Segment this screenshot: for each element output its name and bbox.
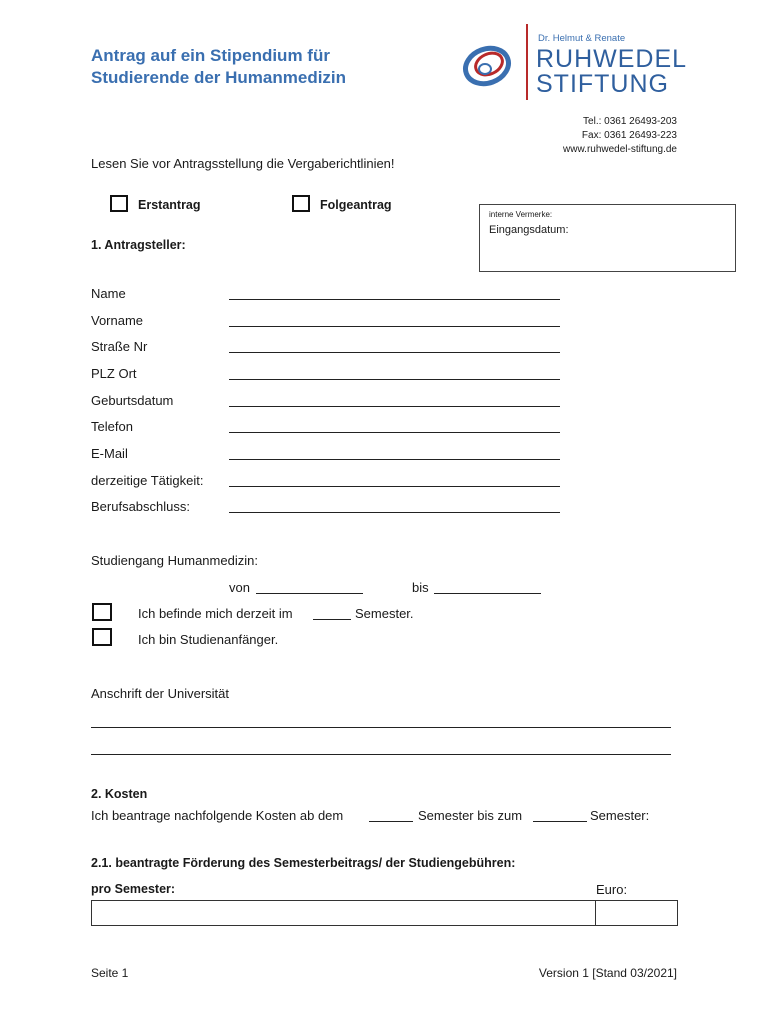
field-label-email: E-Mail <box>91 446 128 461</box>
first-application-label: Erstantrag <box>138 198 201 212</box>
field-label-birthdate: Geburtsdatum <box>91 393 174 408</box>
version-info: Version 1 [Stand 03/2021] <box>538 966 677 980</box>
logo-divider <box>526 24 528 100</box>
fee-table-divider <box>595 901 596 925</box>
document-title <box>91 45 346 89</box>
study-program-label: Studiengang Humanmedizin: <box>91 553 258 568</box>
page-number: Seite 1 <box>91 966 129 980</box>
study-from-label: von <box>229 580 250 595</box>
follow-application-label: Folgeantrag <box>320 198 392 212</box>
field-label-phone: Telefon <box>91 419 133 434</box>
field-label-name: Name <box>91 286 126 301</box>
university-address-label: Anschrift der Universität <box>91 686 229 701</box>
current-semester-line[interactable] <box>313 619 351 620</box>
follow-application-checkbox[interactable] <box>292 195 310 212</box>
section-1-heading: 1. Antragsteller: <box>91 238 186 252</box>
field-label-street: Straße Nr <box>91 339 148 354</box>
study-to-label: bis <box>412 580 429 595</box>
field-line-occupation[interactable] <box>229 486 560 487</box>
contact-tel: Tel.: 0361 26493-203 <box>583 116 677 127</box>
university-address-line-1[interactable] <box>91 727 671 728</box>
field-line-zip-city[interactable] <box>229 379 560 380</box>
costs-text-c: Semester: <box>590 808 650 823</box>
section-2-heading: 2. Kosten <box>91 787 148 801</box>
field-line-email[interactable] <box>229 459 560 460</box>
field-line-phone[interactable] <box>229 432 560 433</box>
study-from-line[interactable] <box>256 593 363 594</box>
field-line-first-name[interactable] <box>229 326 560 327</box>
costs-text-a: Ich beantrage nachfolgende Kosten ab dem <box>91 808 344 823</box>
logo-name-line-1: RUHWEDEL <box>536 45 688 73</box>
university-address-line-2[interactable] <box>91 754 671 755</box>
per-semester-label: pro Semester: <box>91 882 176 896</box>
current-semester-text-b: Semester. <box>355 606 414 621</box>
logo-emblem-icon <box>460 36 522 96</box>
field-line-name[interactable] <box>229 299 560 300</box>
field-line-birthdate[interactable] <box>229 406 560 407</box>
first-application-checkbox[interactable] <box>110 195 128 212</box>
current-semester-text-a: Ich befinde mich derzeit im <box>138 606 293 621</box>
current-semester-checkbox[interactable] <box>92 603 112 621</box>
foundation-logo <box>460 24 700 102</box>
logo-name-line-2: STIFTUNG <box>536 70 669 98</box>
logo-subtitle: Dr. Helmut & Renate <box>538 33 626 44</box>
contact-fax: Fax: 0361 26493-223 <box>581 130 677 141</box>
fee-table[interactable] <box>91 900 678 926</box>
section-2-1-heading: 2.1. beantragte Förderung des Semesterbeitrags/ der Studiengebühren: <box>91 856 516 870</box>
costs-start-semester-line[interactable] <box>369 821 413 822</box>
beginner-text: Ich bin Studienanfänger. <box>138 632 279 647</box>
title-line-1: Antrag auf ein Stipendium für <box>91 46 330 65</box>
study-to-line[interactable] <box>434 593 541 594</box>
received-date-label: Eingangsdatum: <box>489 224 569 236</box>
internal-notes-title: interne Vermerke: <box>489 210 553 219</box>
field-line-degree[interactable] <box>229 512 560 513</box>
costs-end-semester-line[interactable] <box>533 821 587 822</box>
euro-label: Euro: <box>596 882 628 897</box>
field-label-degree: Berufsabschluss: <box>91 499 190 514</box>
field-line-street[interactable] <box>229 352 560 353</box>
field-label-zip-city: PLZ Ort <box>91 366 137 381</box>
costs-text-b: Semester bis zum <box>418 808 523 823</box>
intro-text: Lesen Sie vor Antragsstellung die Vergaberichtlinien! <box>91 156 395 171</box>
field-label-first-name: Vorname <box>91 313 144 328</box>
field-label-occupation: derzeitige Tätigkeit: <box>91 473 204 488</box>
contact-web[interactable]: www.ruhwedel-stiftung.de <box>563 144 677 155</box>
internal-notes-box <box>479 204 736 272</box>
contact-block <box>563 115 677 157</box>
title-line-2: Studierende der Humanmedizin <box>91 68 347 87</box>
beginner-checkbox[interactable] <box>92 628 112 646</box>
